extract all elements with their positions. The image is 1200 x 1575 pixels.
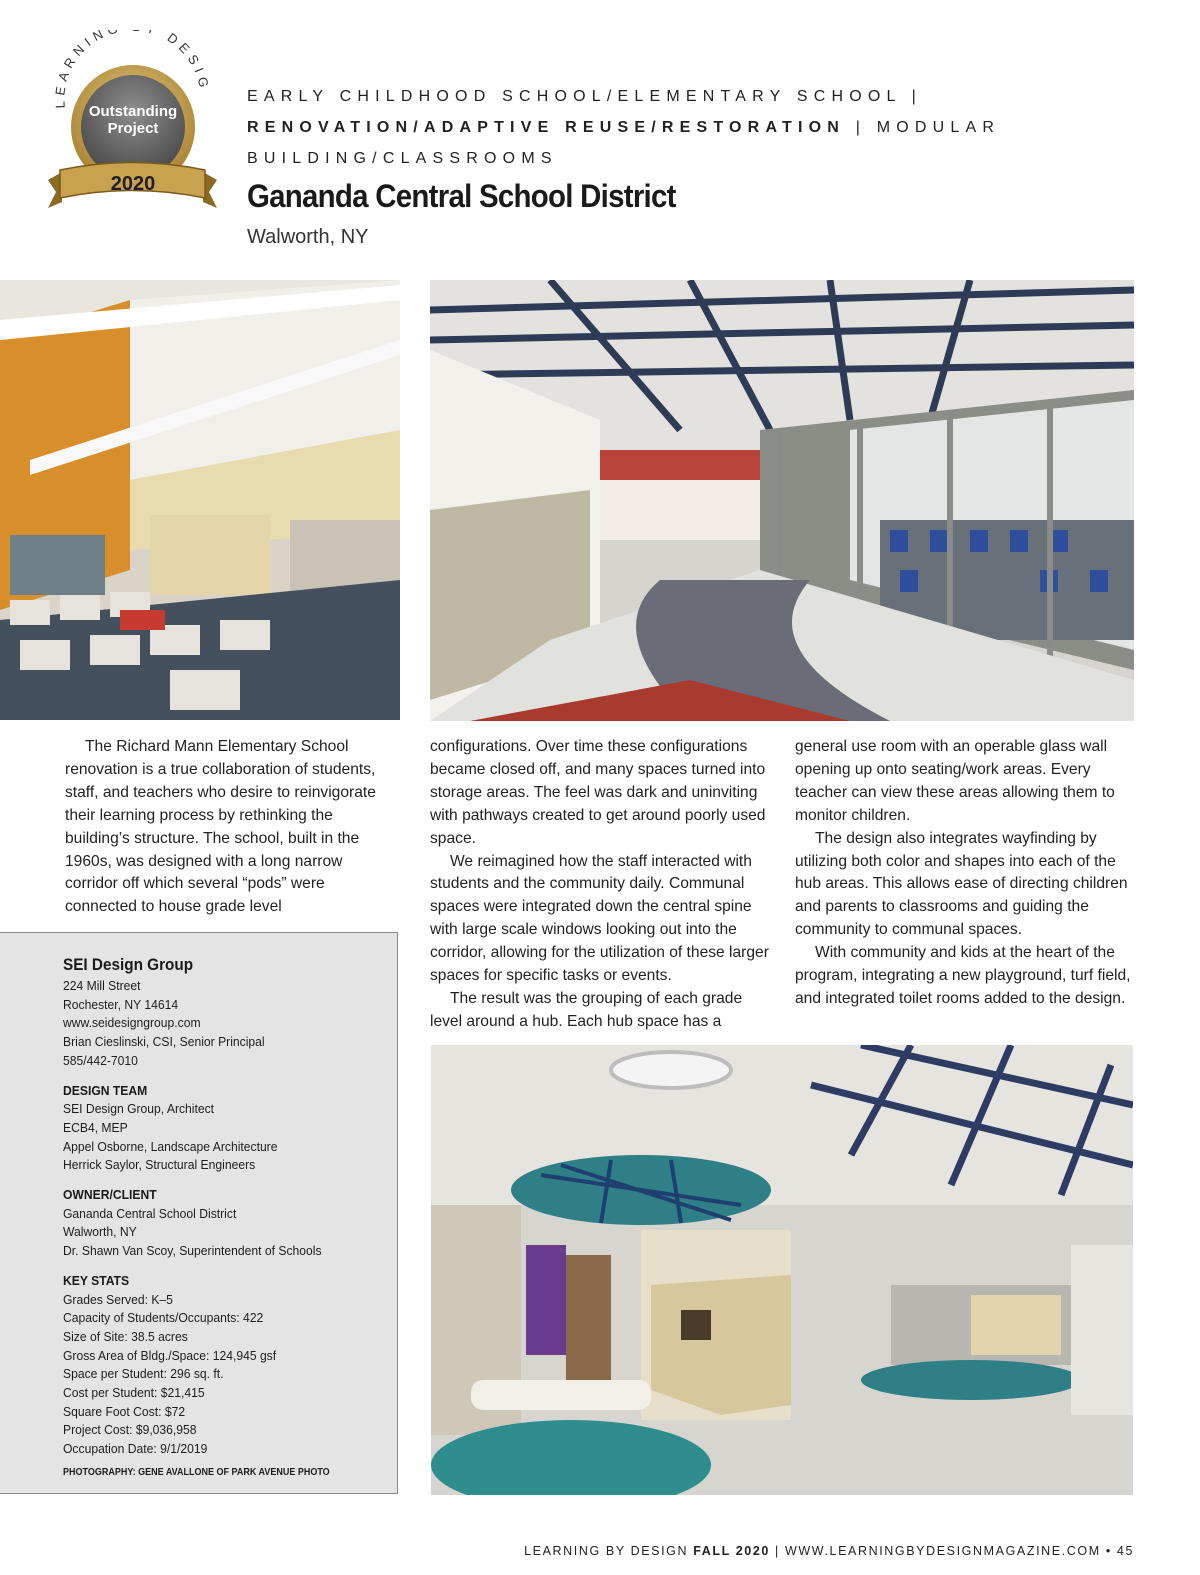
body-column-2 — [430, 736, 775, 1034]
page-number: 45 — [1116, 1544, 1134, 1558]
key-stats-heading: KEY STATS — [63, 1272, 130, 1288]
category-line-2 — [247, 119, 1000, 137]
body-paragraph: We reimagined how the staff interacted with students and the community daily. Communal spaces were integrated down the central spine with large scale windows looking out into the corridor, allowing for the utilization of these larger spaces for specific tasks or events. — [430, 852, 769, 985]
outstanding-project-badge — [40, 30, 225, 220]
stat-item: Gross Area of Bldg./Space: 124,945 gsf — [63, 1347, 277, 1363]
hub-photo — [431, 1045, 1133, 1495]
category-line-3: BUILDING/CLASSROOMS — [247, 150, 558, 167]
footer-issue: FALL 2020 — [693, 1544, 770, 1558]
stat-item: Occupation Date: 9/1/2019 — [63, 1441, 208, 1457]
design-team-item: Herrick Saylor, Structural Engineers — [63, 1157, 256, 1173]
design-team-item: SEI Design Group, Architect — [63, 1101, 215, 1117]
firm-website: www.seidesigngroup.com — [63, 1015, 201, 1031]
owner-heading: OWNER/CLIENT — [63, 1187, 157, 1203]
design-team-heading: DESIGN TEAM — [63, 1082, 148, 1098]
body-paragraph: general use room with an operable glass wall opening up onto seating/work areas. Every teacher can view these areas allowing them to monitor children. — [795, 738, 1115, 824]
stat-item: Grades Served: K–5 — [63, 1291, 173, 1307]
firm-address: 224 Mill Street — [63, 978, 141, 993]
body-paragraph: configurations. Over time these configurations became closed off, and many spaces turned into storage areas. The feel was dark and uninviting with pathways created to get around poorly used space. — [430, 738, 766, 847]
body-paragraph: The result was the grouping of each grade level around a hub. Each hub space has a — [430, 989, 743, 1030]
project-title: Gananda Central School District — [247, 178, 676, 214]
category-bold: RENOVATION/ADAPTIVE REUSE/RESTORATION — [247, 119, 846, 136]
project-location: Walworth, NY — [247, 226, 369, 248]
owner-item: Dr. Shawn Van Scoy, Superintendent of Schools — [63, 1243, 322, 1259]
firm-city: Rochester, NY 14614 — [63, 996, 179, 1012]
badge-label-2: Project — [107, 120, 159, 137]
body-column-1 — [65, 736, 395, 919]
footer-separator: | — [775, 1544, 780, 1558]
footer-bullet: • — [1105, 1544, 1112, 1558]
badge-year: 2020 — [110, 173, 156, 195]
project-info-sidebar — [0, 932, 398, 1494]
body-column-3 — [795, 736, 1135, 1011]
badge-label-1: Outstanding — [88, 103, 178, 120]
stat-item: Capacity of Students/Occupants: 422 — [63, 1310, 264, 1326]
photo-credit: PHOTOGRAPHY: GENE AVALLONE OF PARK AVENUE PHOTO — [63, 1466, 330, 1478]
owner-item: Walworth, NY — [63, 1224, 137, 1240]
classroom-photo — [0, 280, 400, 720]
stat-item: Project Cost: $9,036,958 — [63, 1422, 197, 1438]
stat-item: Square Foot Cost: $72 — [63, 1403, 186, 1419]
owner-item: Gananda Central School District — [63, 1205, 237, 1221]
category-light: | MODULAR — [855, 119, 1001, 136]
stat-item: Cost per Student: $21,415 — [63, 1385, 205, 1401]
stat-item: Size of Site: 38.5 acres — [63, 1328, 188, 1344]
footer-website: WWW.LEARNINGBYDESIGNMAGAZINE.COM — [784, 1544, 1101, 1558]
body-paragraph: The design also integrates wayfinding by utilizing both color and shapes into each of the hub areas. This allows ease of directing children and parents to classrooms and guiding the community to communal spaces. — [795, 829, 1128, 939]
design-team-item: Appel Osborne, Landscape Architecture — [63, 1138, 278, 1154]
stat-item: Space per Student: 296 sq. ft. — [63, 1366, 224, 1382]
page-footer — [524, 1544, 1134, 1558]
firm-phone: 585/442-7010 — [63, 1052, 138, 1068]
design-team-item: ECB4, MEP — [63, 1119, 128, 1135]
badge-arc-text: LEARNIN DESIG — [52, 30, 213, 109]
body-paragraph: With community and kids at the heart of the program, integrating a new playground, turf field, and integrated toilet rooms added to the design. — [795, 944, 1131, 1007]
corridor-photo — [430, 280, 1134, 721]
category-line-1: EARLY CHILDHOOD SCHOOL/ELEMENTARY SCHOOL | — [247, 88, 923, 105]
firm-contact: Brian Cieslinski, CSI, Senior Principal — [63, 1034, 265, 1050]
footer-magazine: LEARNING BY DESIGN — [524, 1544, 689, 1558]
body-paragraph: The Richard Mann Elementary School renovation is a true collaboration of students, staff, and teachers who desire to reinvigorate their learning process by rethinking the building’s structure. The school, built in the 1960s, was designed with a long narrow corridor off which several “pods” were connected to house grade level — [65, 738, 376, 916]
firm-name: SEI Design Group — [63, 955, 194, 974]
